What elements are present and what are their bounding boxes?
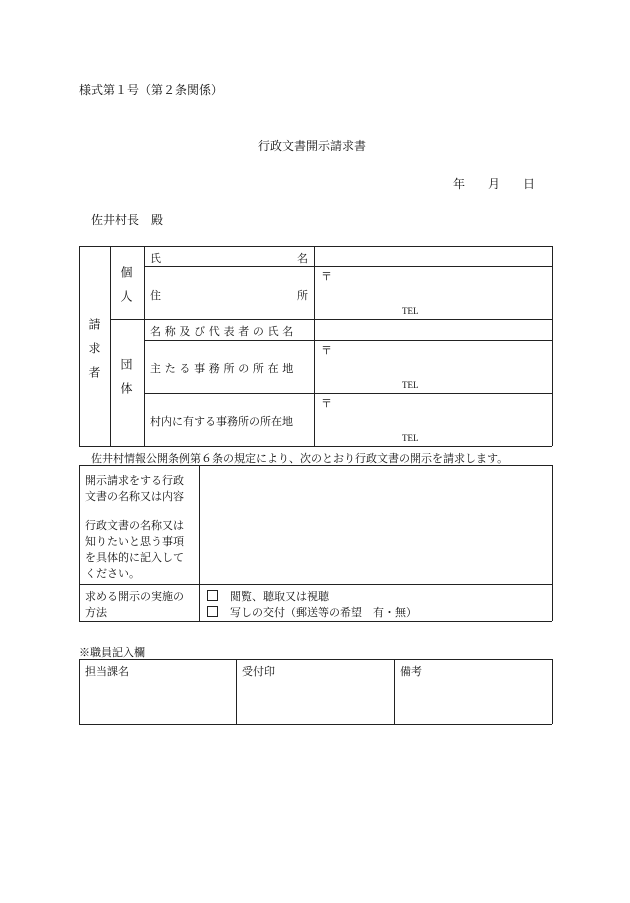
village-office-label: 村内に有する事務所の所在地 <box>150 415 293 428</box>
postal-mark-village: 〒 <box>321 397 332 410</box>
group-label: 団体 <box>119 358 133 406</box>
option-viewing[interactable]: 閲覧、聴取又は視聴 <box>207 588 329 604</box>
main-office-label: 主たる事務所の所在地 <box>150 362 297 375</box>
option-copy[interactable]: 写しの交付（郵送等の希望 有・無） <box>207 604 417 620</box>
form-number: 様式第１号（第２条関係） <box>79 83 224 97</box>
staff-section-title: ※職員記入欄 <box>79 646 145 659</box>
requester-label: 請求者 <box>87 318 101 390</box>
method-label-1: 求める開示の実施の <box>85 590 184 603</box>
method-label-2: 方法 <box>85 606 107 619</box>
col-department: 担当課名 <box>85 665 129 678</box>
tel-main: TEL <box>402 380 419 390</box>
request-statement: 佐井村情報公開条例第６条の規定により、次のとおり行政文書の開示を請求します。 <box>91 452 509 465</box>
doc-name-input-area[interactable] <box>200 466 551 583</box>
col-stamp: 受付印 <box>242 665 275 678</box>
addressee: 佐井村長 殿 <box>91 213 164 227</box>
doc-name-label-1: 開示請求をする行政 <box>85 474 184 487</box>
col-remarks: 備考 <box>400 665 422 678</box>
individual-label: 個人 <box>119 266 133 314</box>
checkbox-copy[interactable] <box>207 606 218 617</box>
checkbox-viewing[interactable] <box>207 590 218 601</box>
note-line-3: を具体的に記入して <box>85 551 184 564</box>
name-label: 氏 名 <box>150 252 308 265</box>
note-line-4: ください。 <box>85 567 140 580</box>
tel-village: TEL <box>402 433 419 443</box>
date-year: 年 <box>453 177 466 191</box>
rep-name-label: 名称及び代表者の氏名 <box>150 325 297 338</box>
page-title: 行政文書開示請求書 <box>258 139 367 153</box>
date-day: 日 <box>523 177 536 191</box>
address-label: 住 所 <box>150 289 308 302</box>
postal-mark-main: 〒 <box>321 344 332 357</box>
note-line-2: 知りたいと思う事項 <box>85 535 184 548</box>
date-month: 月 <box>488 177 501 191</box>
note-line-1: 行政文書の名称又は <box>85 519 184 532</box>
doc-name-label-2: 文書の名称又は内容 <box>85 490 184 503</box>
tel-individual: TEL <box>402 306 419 316</box>
postal-mark-individual: 〒 <box>321 270 332 283</box>
